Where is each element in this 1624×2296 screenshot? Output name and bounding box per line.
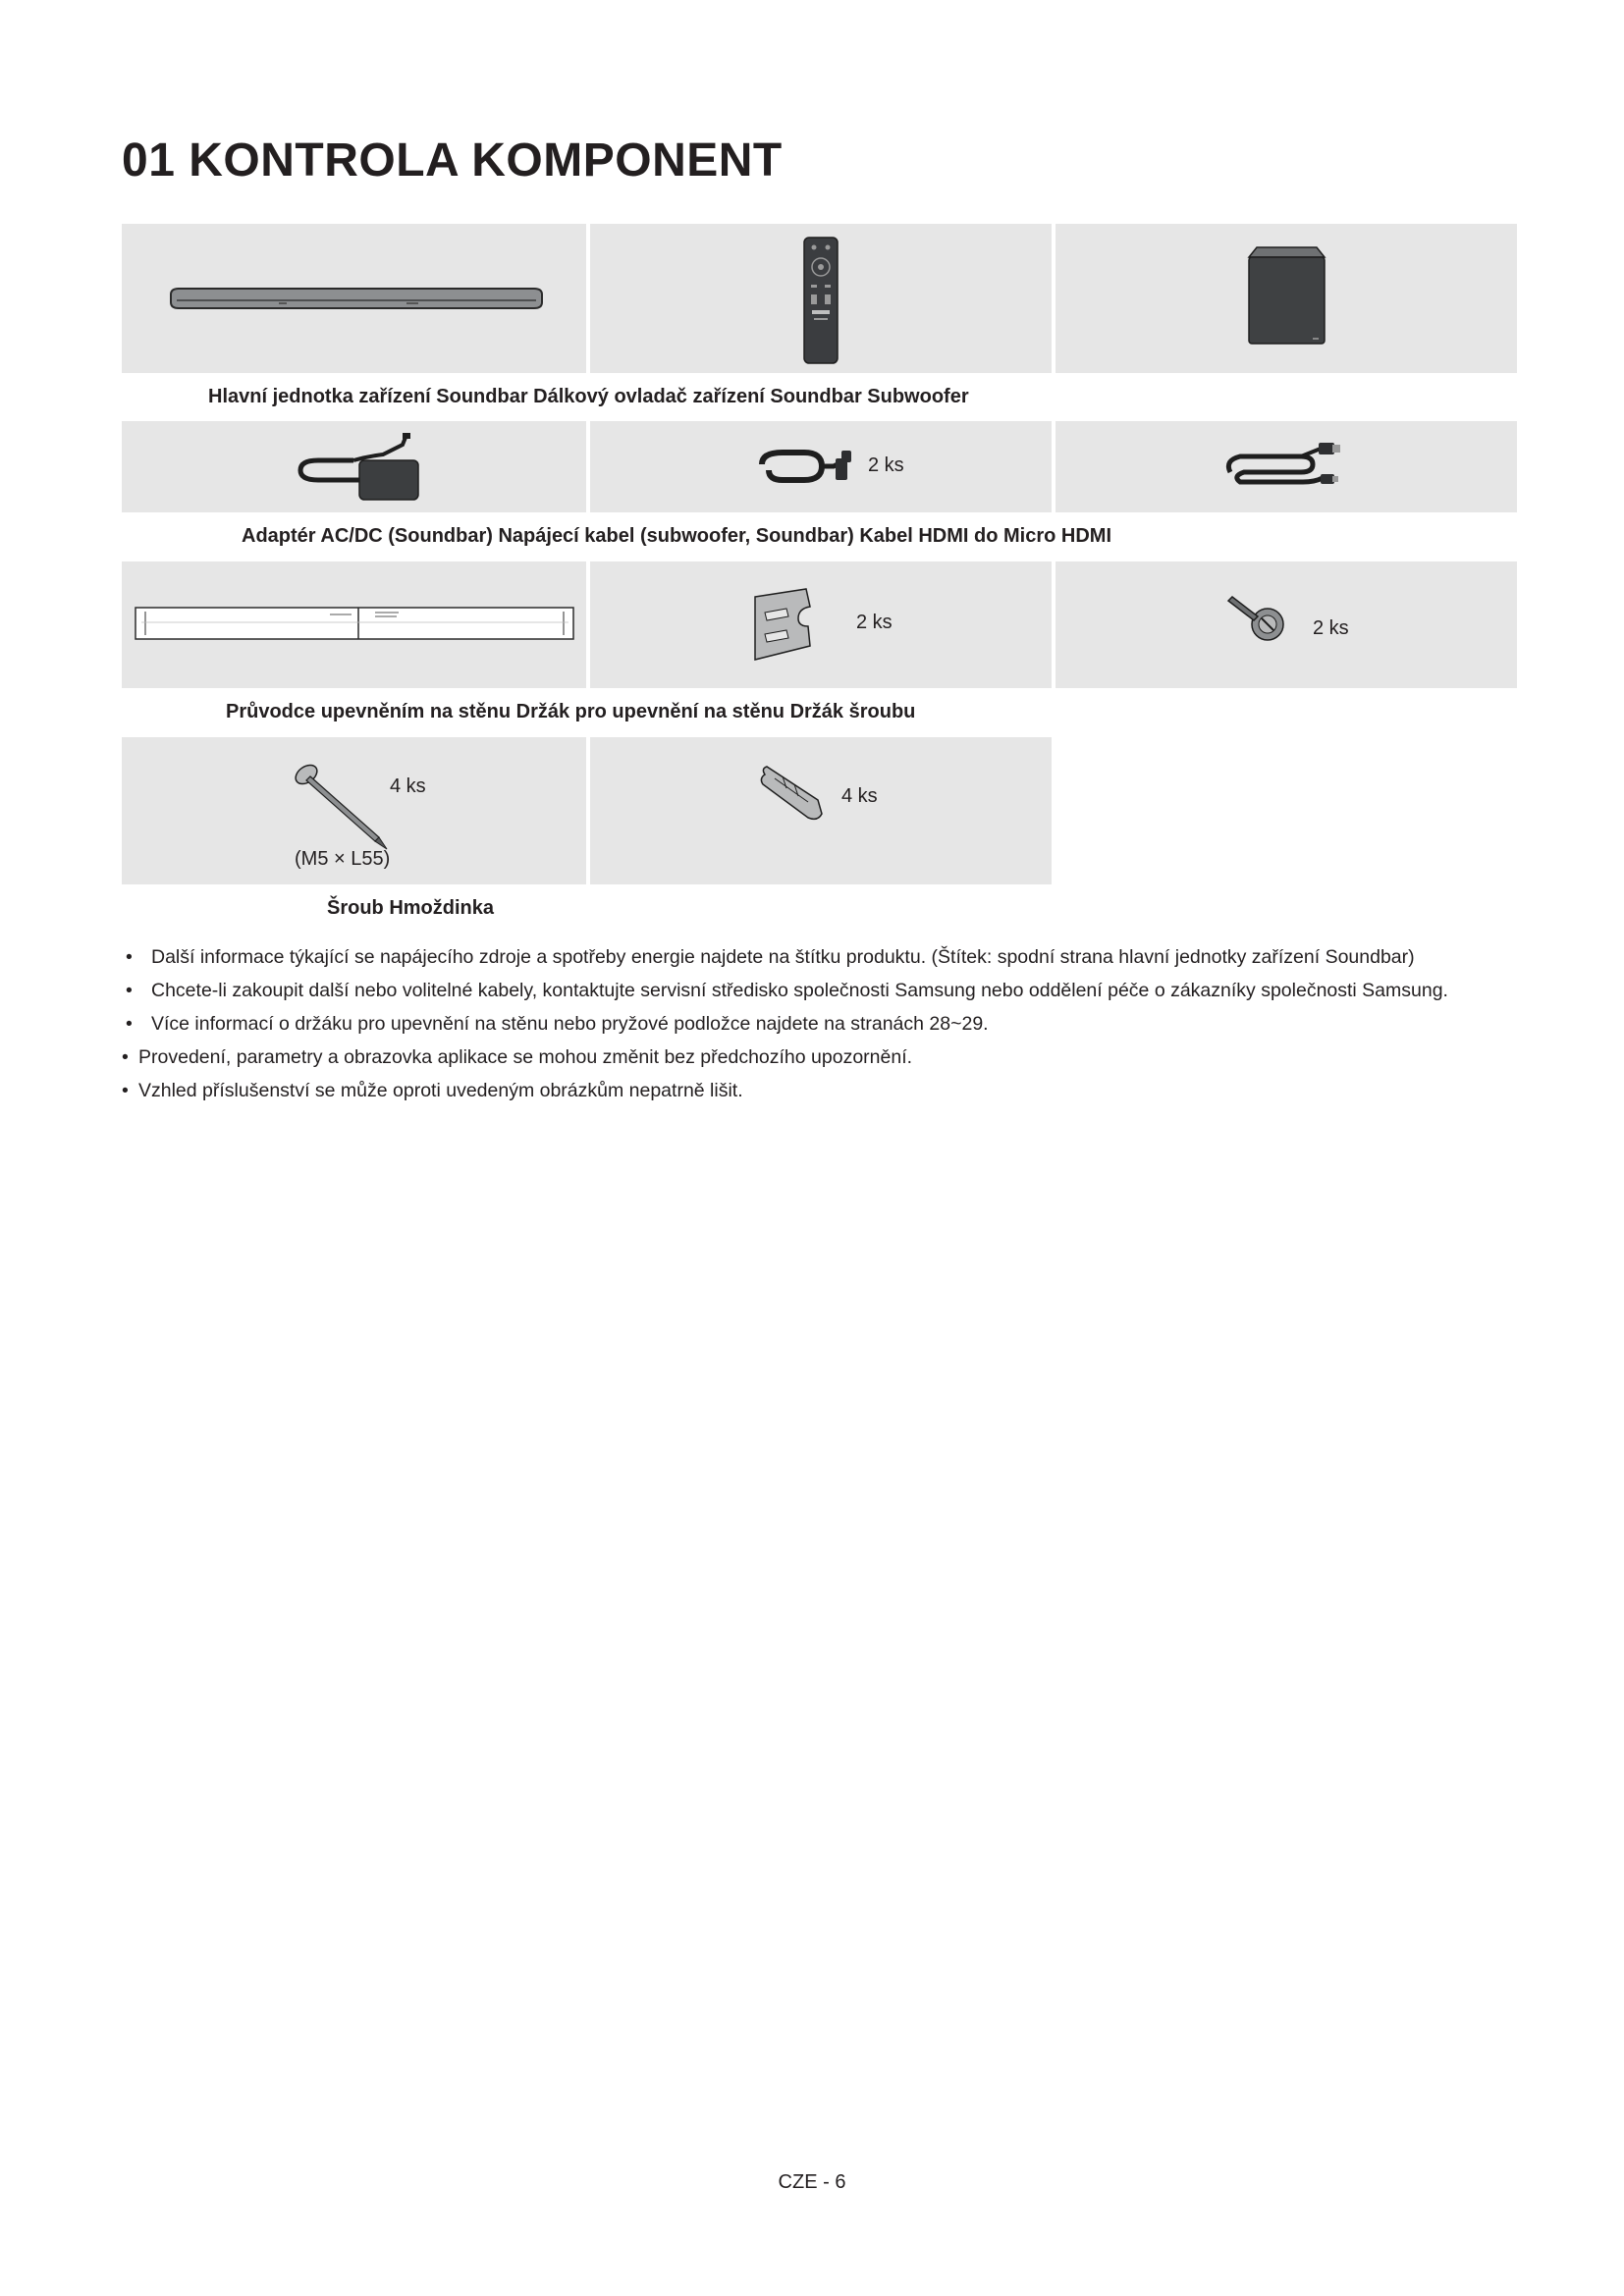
anchor-quantity: 4 ks [841,785,878,807]
screw-holder-illustration [1056,561,1517,688]
ac-adapter-illustration [122,421,586,512]
row-2-caption: Adaptér AC/DC (Soundbar) Napájecí kabel (subwoofer, Soundbar) Kabel HDMI do Micro HDMI [242,525,1111,547]
component-cell-soundbar [122,224,586,373]
component-cell-ac-adapter [122,421,586,512]
hdmi-cable-illustration [1056,421,1517,512]
wall-mount-guide-illustration [122,561,586,688]
component-cell-power-cable [590,421,1052,512]
wall-bracket-illustration [590,561,1052,688]
note-text: Více informací o držáku pro upevnění na stěnu nebo pryžové podložce najdete na stranách 28~29. [151,1013,989,1035]
soundbar-illustration [122,224,586,373]
note-item [122,1007,1516,1041]
note-item [122,1074,1516,1107]
anchor-illustration [590,737,1052,884]
screw-holder-quantity: 2 ks [1313,617,1349,639]
bullet: • [126,980,133,1001]
power-cable-quantity: 2 ks [868,454,904,476]
wall-bracket-quantity: 2 ks [856,612,893,633]
notes-list [122,940,1516,1107]
bullet: • [126,946,133,968]
note-text: Další informace týkající se napájecího zdroje a spotřeby energie najdete na štítku produktu. (Štítek: spodní strana hlavní jednotky zařízení Soundbar) [151,946,1415,968]
note-item [122,940,1516,974]
component-cell-screw-holder [1056,561,1517,688]
row-1-caption: Hlavní jednotka zařízení Soundbar Dálkový ovladač zařízení Soundbar Subwoofer [208,386,969,407]
component-cell-wall-bracket [590,561,1052,688]
note-text: Chcete-li zakoupit další nebo volitelné kabely, kontaktujte servisní středisko společnosti Samsung nebo oddělení péče o zákazníky společnosti Samsung. [151,980,1448,1001]
bullet: • [122,1080,129,1101]
component-cell-screw [122,737,586,884]
row-3-caption: Průvodce upevněním na stěnu Držák pro upevnění na stěnu Držák šroubu [226,701,916,722]
note-item [122,974,1516,1007]
component-cell-hdmi-cable [1056,421,1517,512]
page-number: CZE - 6 [778,2171,846,2193]
component-cell-subwoofer [1056,224,1517,373]
note-text: Vzhled příslušenství se může oproti uvedeným obrázkům nepatrně lišit. [138,1080,743,1101]
screw-quantity: 4 ks [390,775,426,797]
note-item [122,1041,1516,1074]
screw-spec: (M5 × L55) [295,848,391,870]
component-cell-remote [590,224,1052,373]
subwoofer-illustration [1056,224,1517,373]
power-cable-illustration [590,421,1052,512]
component-cell-anchor [590,737,1052,884]
component-cell-wall-mount-guide [122,561,586,688]
remote-illustration [590,224,1052,373]
row-4-caption: Šroub Hmoždinka [327,897,495,919]
page-title: 01 KONTROLA KOMPONENT [122,134,783,187]
bullet: • [122,1046,129,1068]
note-text: Provedení, parametry a obrazovka aplikace se mohou změnit bez předchozího upozornění. [138,1046,913,1068]
bullet: • [126,1013,133,1035]
